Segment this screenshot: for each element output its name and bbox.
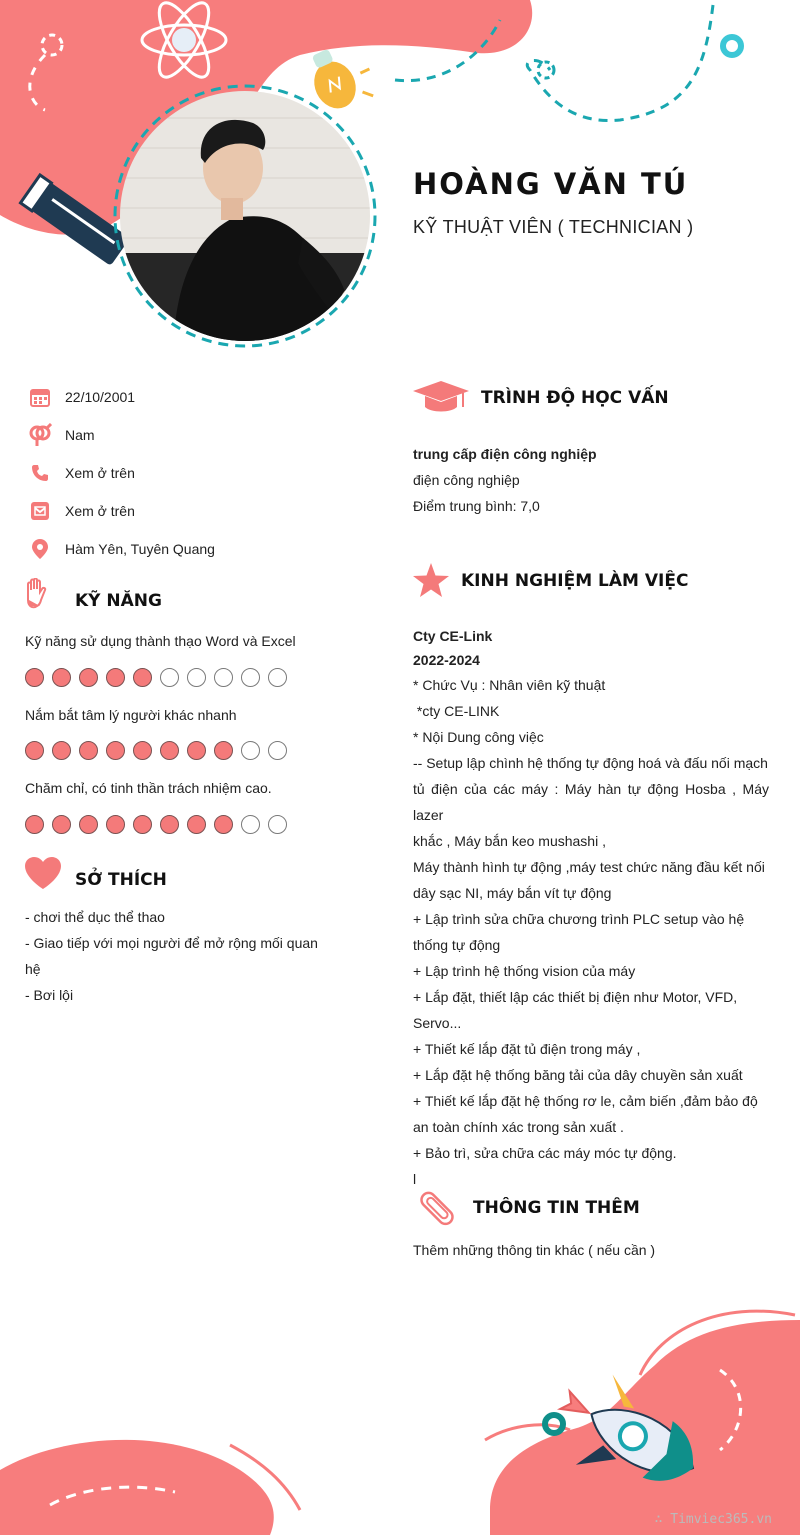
experience-description (413, 672, 769, 1192)
rating-dot-empty (268, 815, 287, 834)
skills-title: KỸ NĂNG (75, 591, 162, 611)
graduation-cap-icon (413, 381, 469, 420)
education-title: TRÌNH ĐỘ HỌC VẤN (481, 388, 669, 408)
contact-phone (28, 461, 135, 485)
experience-line: Máy thành hình tự động ,máy test chức năng đầu kết nối (413, 859, 765, 875)
rating-dot-filled (187, 741, 206, 760)
company-name: Cty CE-Link (413, 628, 493, 644)
experience-line: + Thiết kế lắp đặt tủ điện trong máy , (413, 1041, 641, 1057)
rating-dot-empty (214, 668, 233, 687)
rating-dot-filled (25, 668, 44, 687)
contact-gender (28, 423, 95, 447)
experience-line: + Lập trình hệ thống vision của máy (413, 963, 636, 979)
rating-dot-empty (241, 668, 260, 687)
rating-dot-filled (79, 668, 98, 687)
rating-dot-filled (160, 815, 179, 834)
rating-dot-filled (214, 741, 233, 760)
skill-2-rating (25, 741, 287, 760)
rating-dot-empty (187, 668, 206, 687)
birthday-value: 22/10/2001 (65, 389, 136, 405)
contact-email (28, 499, 135, 523)
rating-dot-empty (268, 741, 287, 760)
work-period: 2022-2024 (413, 652, 480, 668)
rating-dot-filled (160, 741, 179, 760)
rating-dot-filled (106, 815, 125, 834)
calendar-icon (28, 385, 52, 409)
experience-line: + Lắp đặt hệ thống băng tải của dây chuyền sản xuất (413, 1067, 743, 1083)
phone-value: Xem ở trên (65, 465, 135, 481)
job-title: KỸ THUẬT VIÊN ( TECHNICIAN ) (413, 217, 694, 237)
skill-2-label: Nắm bắt tâm lý người khác nhanh (25, 707, 237, 723)
experience-line: * Nội Dung công việc (413, 729, 544, 745)
experience-block (413, 624, 769, 1192)
paperclip-icon (415, 1185, 459, 1234)
rating-dot-filled (187, 815, 206, 834)
email-value: Xem ở trên (65, 503, 135, 519)
extra-info-text: Thêm những thông tin khác ( nếu cần ) (413, 1242, 656, 1258)
experience-line: dây sạc NI, máy bắn vít tự động (413, 885, 612, 901)
experience-line: khắc , Máy bắn keo mushashi , (413, 833, 606, 849)
rating-dot-filled (106, 741, 125, 760)
education-block (413, 441, 769, 519)
school-name: trung cấp điện công nghiệp (413, 446, 597, 462)
experience-line: l (413, 1171, 417, 1187)
rating-dot-filled (52, 815, 71, 834)
experience-line: + Thiết kế lắp đặt hệ thống rơ le, cảm biến ,đảm bảo độ (413, 1093, 758, 1109)
experience-line: + Lắp đặt, thiết lập các thiết bị điện như Motor, VFD, (413, 989, 738, 1005)
experience-line: thống tự động (413, 937, 501, 953)
rating-dot-filled (52, 668, 71, 687)
rating-dot-filled (52, 741, 71, 760)
hobby-line: - chơi thể dục thể thao (25, 909, 165, 925)
major: điện công nghiệp (413, 472, 520, 488)
watermark: ∴ Timviec365.vn (654, 1512, 772, 1527)
hobby-line: - Bơi lội (25, 987, 74, 1003)
hobby-line: hệ (25, 961, 41, 977)
hobbies-title: SỞ THÍCH (75, 870, 167, 890)
rating-dot-filled (214, 815, 233, 834)
rating-dot-filled (25, 815, 44, 834)
rating-dot-empty (241, 741, 260, 760)
experience-line: tủ điện của các máy : Máy hàn tự động Hosba , Máy lazer (413, 781, 769, 823)
candidate-name: HOÀNG VĂN TÚ (413, 167, 689, 201)
experience-title: KINH NGHIỆM LÀM VIỆC (461, 571, 689, 591)
experience-line: + Bảo trì, sửa chữa các máy móc tự động. (413, 1145, 677, 1161)
experience-line: + Lập trình sửa chữa chương trình PLC setup vào hệ (413, 911, 745, 927)
contact-address (28, 537, 215, 561)
experience-line: * Chức Vụ : Nhân viên kỹ thuật (413, 677, 606, 693)
email-icon (28, 499, 52, 523)
address-value: Hàm Yên, Tuyên Quang (65, 541, 215, 557)
gpa: Điểm trung bình: 7,0 (413, 498, 540, 514)
experience-line: *cty CE-LINK (413, 703, 500, 719)
rating-dot-filled (133, 668, 152, 687)
skill-3-label: Chăm chỉ, có tinh thần trách nhiệm cao. (25, 780, 272, 796)
extra-info-title: THÔNG TIN THÊM (473, 1198, 640, 1218)
rating-dot-empty (160, 668, 179, 687)
rating-dot-filled (106, 668, 125, 687)
experience-line: an toàn chính xác trong sản xuất . (413, 1119, 624, 1135)
rating-dot-empty (268, 668, 287, 687)
hobby-line: - Giao tiếp với mọi người để mở rộng mối quan (25, 935, 318, 951)
profile-photo (113, 88, 377, 352)
star-icon (413, 563, 449, 602)
gender-icon (28, 423, 52, 447)
hobbies-list (25, 904, 335, 1008)
experience-line: -- Setup lập chình hệ thống tự động hoá và đấu nối mạch (413, 755, 768, 771)
heart-icon (25, 857, 61, 894)
rating-dot-empty (241, 815, 260, 834)
rating-dot-filled (79, 815, 98, 834)
hand-icon (24, 578, 48, 615)
rating-dot-filled (79, 741, 98, 760)
rating-dot-filled (133, 815, 152, 834)
rating-dot-filled (25, 741, 44, 760)
gender-value: Nam (65, 427, 95, 443)
skill-3-rating (25, 815, 287, 834)
rating-dot-filled (133, 741, 152, 760)
contact-birthday (28, 385, 135, 409)
skill-1-label: Kỹ năng sử dụng thành thạo Word và Excel (25, 633, 296, 649)
phone-icon (28, 461, 52, 485)
location-pin-icon (28, 537, 52, 561)
skill-1-rating (25, 668, 287, 687)
experience-line: Servo... (413, 1015, 462, 1031)
